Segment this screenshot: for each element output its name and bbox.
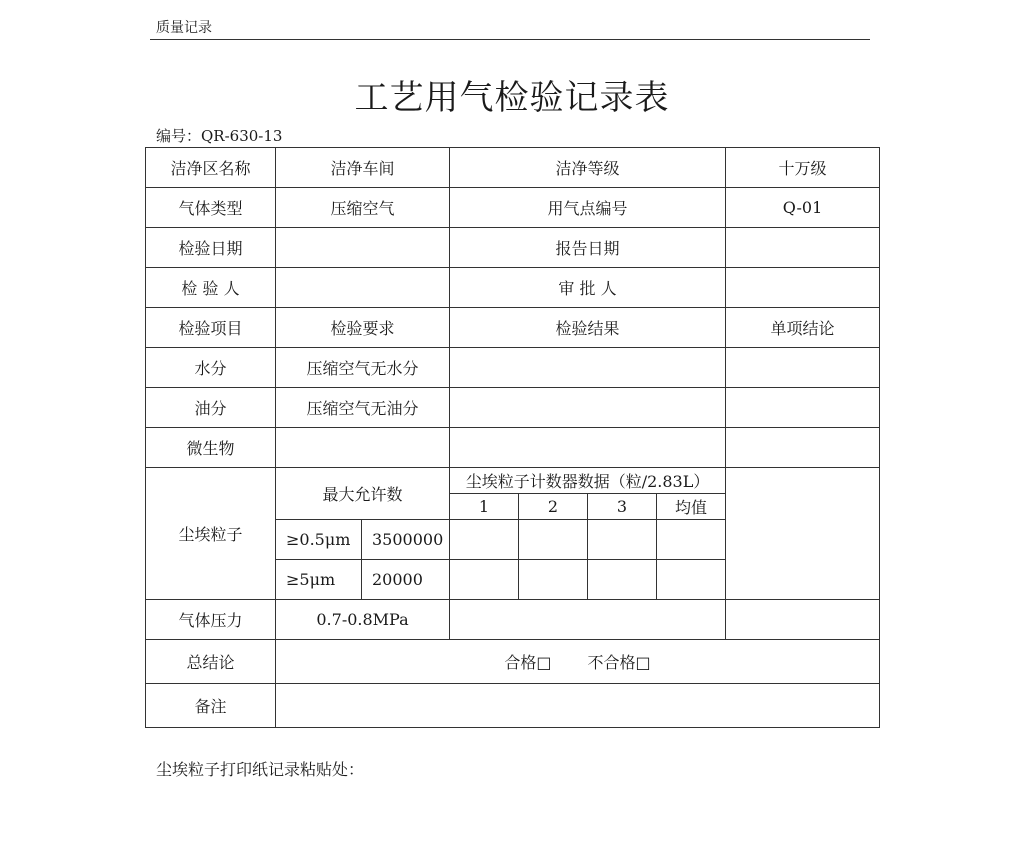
record-category-label: 质量记录	[156, 20, 212, 36]
dust-limit-0-5um: 3500000	[362, 520, 450, 560]
table-row	[146, 268, 880, 308]
header-divider	[150, 39, 870, 40]
pressure-result-field[interactable]	[450, 600, 726, 640]
clean-grade-label: 洁净等级	[450, 148, 726, 188]
dust-item: 尘埃粒子	[146, 468, 276, 600]
microbe-conclusion-field[interactable]	[726, 428, 880, 468]
table-row	[146, 188, 880, 228]
clean-area-value: 洁净车间	[276, 148, 450, 188]
table-row	[146, 640, 880, 684]
dust-conclusion-field[interactable]	[726, 468, 880, 600]
pass-checkbox[interactable]: 合格□	[504, 653, 552, 672]
table-row	[146, 600, 880, 640]
dust-subcol-2: 2	[519, 494, 588, 520]
inspector-label: 检 验 人	[146, 268, 276, 308]
fail-checkbox[interactable]: 不合格□	[587, 653, 651, 672]
dust-5um-average[interactable]	[657, 560, 726, 600]
remarks-label: 备注	[146, 684, 276, 728]
point-number-label: 用气点编号	[450, 188, 726, 228]
table-row	[146, 684, 880, 728]
dust-size-0-5um: ≥0.5μm	[276, 520, 362, 560]
column-header-item: 检验项目	[146, 308, 276, 348]
document-code: 编号：QR-630-13	[156, 127, 283, 145]
dust-0-5um-average[interactable]	[657, 520, 726, 560]
water-requirement: 压缩空气无水分	[276, 348, 450, 388]
microbe-requirement-field[interactable]	[276, 428, 450, 468]
dust-limit-5um: 20000	[362, 560, 450, 600]
inspector-field[interactable]	[276, 268, 450, 308]
point-number-value: Q-01	[726, 188, 880, 228]
pressure-conclusion-field[interactable]	[726, 600, 880, 640]
dust-5um-reading-3[interactable]	[588, 560, 657, 600]
table-row	[146, 468, 880, 494]
test-date-label: 检验日期	[146, 228, 276, 268]
dust-size-5um: ≥5μm	[276, 560, 362, 600]
table-row	[146, 148, 880, 188]
page-title: 工艺用气检验记录表	[354, 78, 670, 118]
approver-field[interactable]	[726, 268, 880, 308]
microbe-item: 微生物	[146, 428, 276, 468]
overall-conclusion-label: 总结论	[146, 640, 276, 684]
dust-subcol-3: 3	[588, 494, 657, 520]
oil-item: 油分	[146, 388, 276, 428]
dust-subcol-average: 均值	[657, 494, 726, 520]
approver-label: 审 批 人	[450, 268, 726, 308]
column-header-conclusion: 单项结论	[726, 308, 880, 348]
gas-type-value: 压缩空气	[276, 188, 450, 228]
pressure-requirement: 0.7-0.8MPa	[276, 600, 450, 640]
oil-conclusion-field[interactable]	[726, 388, 880, 428]
dust-5um-reading-2[interactable]	[519, 560, 588, 600]
table-row	[146, 228, 880, 268]
dust-subcol-1: 1	[450, 494, 519, 520]
overall-conclusion-options	[276, 640, 880, 684]
oil-requirement: 压缩空气无油分	[276, 388, 450, 428]
table-row	[146, 388, 880, 428]
test-date-field[interactable]	[276, 228, 450, 268]
dust-0-5um-reading-1[interactable]	[450, 520, 519, 560]
oil-result-field[interactable]	[450, 388, 726, 428]
dust-0-5um-reading-2[interactable]	[519, 520, 588, 560]
water-result-field[interactable]	[450, 348, 726, 388]
table-header-row	[146, 308, 880, 348]
pressure-item: 气体压力	[146, 600, 276, 640]
microbe-result-field[interactable]	[450, 428, 726, 468]
dust-0-5um-reading-3[interactable]	[588, 520, 657, 560]
dust-counter-header: 尘埃粒子计数器数据（粒/2.83L）	[450, 468, 726, 494]
dust-max-allowed-header: 最大允许数	[276, 468, 450, 520]
column-header-result: 检验结果	[450, 308, 726, 348]
dust-5um-reading-1[interactable]	[450, 560, 519, 600]
report-date-label: 报告日期	[450, 228, 726, 268]
table-row	[146, 348, 880, 388]
column-header-requirement: 检验要求	[276, 308, 450, 348]
inspection-form-table	[145, 147, 880, 728]
gas-type-label: 气体类型	[146, 188, 276, 228]
water-conclusion-field[interactable]	[726, 348, 880, 388]
table-row	[146, 428, 880, 468]
report-date-field[interactable]	[726, 228, 880, 268]
water-item: 水分	[146, 348, 276, 388]
dust-printout-paste-area-label: 尘埃粒子打印纸记录粘贴处：	[156, 760, 365, 779]
remarks-field[interactable]	[276, 684, 880, 728]
clean-grade-value: 十万级	[726, 148, 880, 188]
clean-area-label: 洁净区名称	[146, 148, 276, 188]
